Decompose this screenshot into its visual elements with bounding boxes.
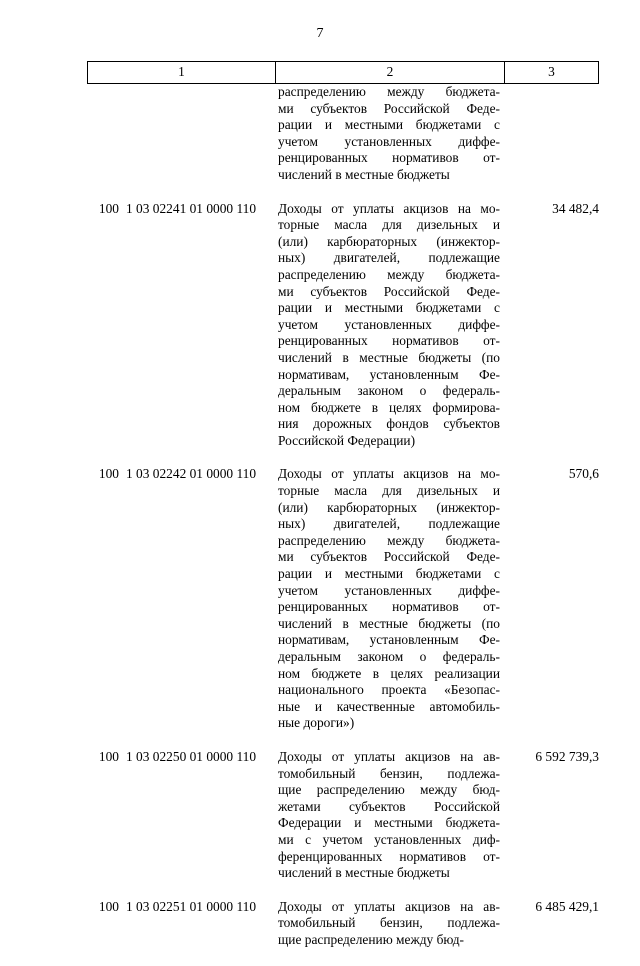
revenue-name-line: (или) карбюраторных (инжектор-	[278, 233, 500, 249]
header-col-3: 3	[548, 64, 555, 80]
page-number: 7	[316, 26, 324, 41]
admin-code: 100	[98, 748, 119, 764]
revenue-name	[278, 466, 500, 732]
revenue-name-line: ренцированных нормативов от-	[278, 150, 500, 166]
revenue-name-line: торные масла для дизельных и	[278, 217, 500, 233]
budget-classification-code: 1 03 02250 01 0000 110	[126, 748, 257, 764]
revenue-name-line: нормативам, установленным Фе-	[278, 632, 500, 648]
revenue-name-line: деральным законом о федераль-	[278, 383, 500, 399]
admin-code: 100	[98, 898, 119, 914]
revenue-name-line: числений в местные бюджеты	[278, 865, 450, 881]
revenue-name-line: распределению между бюджета-	[278, 266, 500, 282]
admin-code: 100	[98, 200, 119, 216]
header-col-1: 1	[88, 62, 276, 83]
revenue-name-line: Доходы от уплаты акцизов на мо-	[278, 466, 500, 482]
revenue-name-line: ми субъектов Российской Феде-	[278, 100, 500, 116]
table-row	[87, 749, 599, 882]
revenue-name-line: Федерации и местными бюджета-	[278, 815, 500, 831]
revenue-name-line: учетом установленных диффе-	[278, 316, 500, 332]
revenue-name-line: щие распределению между бюд-	[278, 931, 464, 947]
revenue-name-line: рации и местными бюджетами с	[278, 117, 500, 133]
revenue-name-line: ми субъектов Российской Феде-	[278, 549, 500, 565]
revenue-name-line: ференцированных нормативов от-	[278, 848, 500, 864]
table-body	[87, 84, 599, 966]
revenue-name-line: ренцированных нормативов от-	[278, 333, 500, 349]
admin-code: 100	[98, 466, 119, 482]
revenue-name-line: торные масла для дизельных и	[278, 483, 500, 499]
revenue-name-line: распределению между бюджета-	[278, 532, 500, 548]
budget-classification-code: 1 03 02241 01 0000 110	[126, 200, 257, 216]
amount	[500, 84, 599, 184]
revenue-name-line: учетом установленных диффе-	[278, 582, 500, 598]
revenue-name-line: ренцированных нормативов от-	[278, 599, 500, 615]
revenue-name-line: томобильный бензин, подлежа-	[278, 765, 500, 781]
revenue-name-line: Доходы от уплаты акцизов на мо-	[278, 200, 500, 216]
table-row	[87, 899, 599, 949]
revenue-name-line: Доходы от уплаты акцизов на ав-	[278, 748, 500, 764]
revenue-name-line: ные дороги»)	[278, 715, 355, 731]
revenue-name	[278, 749, 500, 882]
revenue-name-line: числений в местные бюджеты (по	[278, 349, 500, 365]
revenue-name-line: (или) карбюраторных (инжектор-	[278, 499, 500, 515]
revenue-name-line: распределению между бюджета-	[278, 84, 500, 99]
amount: 6 485 429,1	[535, 898, 599, 914]
revenue-name-line: Доходы от уплаты акцизов на ав-	[278, 898, 500, 914]
revenue-name-line: рации и местными бюджетами с	[278, 300, 500, 316]
revenue-name-line: Российской Федерации)	[278, 432, 416, 448]
revenue-name-line: ми субъектов Российской Феде-	[278, 283, 500, 299]
budget-classification-code	[119, 84, 278, 184]
revenue-name-line: рации и местными бюджетами с	[278, 566, 500, 582]
revenue-name-line: ном бюджете в целях реализации	[278, 665, 500, 681]
revenue-name-line: томобильный бензин, подлежа-	[278, 915, 500, 931]
table-row	[87, 84, 599, 184]
revenue-name-line: ные и качественные автомобиль-	[278, 698, 500, 714]
revenue-name-line: национального проекта «Безопас-	[278, 682, 500, 698]
revenue-name	[278, 84, 500, 184]
budget-classification-code: 1 03 02242 01 0000 110	[126, 466, 257, 482]
amount: 6 592 739,3	[535, 748, 599, 764]
budget-classification-code: 1 03 02251 01 0000 110	[126, 898, 257, 914]
revenue-name-line: ных) двигателей, подлежащие	[278, 516, 500, 532]
revenue-name-line: нормативам, установленным Фе-	[278, 366, 500, 382]
amount: 570,6	[568, 466, 599, 482]
header-col-2: 2	[276, 62, 505, 83]
table-header	[87, 61, 599, 84]
revenue-name-line: числений в местные бюджеты (по	[278, 615, 500, 631]
revenue-name-line: ния дорожных фондов субъектов	[278, 416, 500, 432]
revenue-name	[278, 899, 500, 949]
amount: 34 482,4	[552, 200, 599, 216]
revenue-name-line: ном бюджете в целях формирова-	[278, 399, 500, 415]
revenue-name-line: учетом установленных диффе-	[278, 133, 500, 149]
revenue-name-line: жетами субъектов Российской	[278, 798, 500, 814]
table-row	[87, 466, 599, 732]
table-row	[87, 201, 599, 450]
revenue-name-line: деральным законом о федераль-	[278, 649, 500, 664]
admin-code	[87, 84, 119, 184]
revenue-name-line: ных) двигателей, подлежащие	[278, 250, 500, 266]
revenue-name-line: ми с учетом установленных диф-	[278, 831, 500, 847]
revenue-name	[278, 201, 500, 450]
revenue-name-line: щие распределению между бюд-	[278, 782, 500, 798]
revenue-name-line: числений в местные бюджеты	[278, 166, 450, 182]
